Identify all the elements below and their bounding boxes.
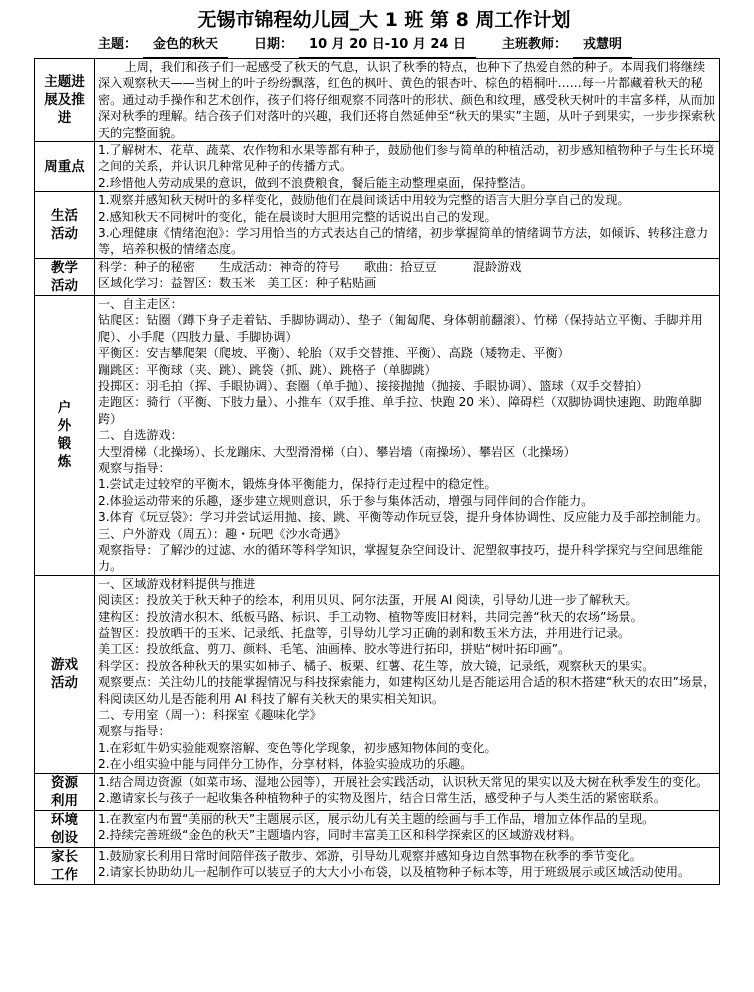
row-label-line: 教学 [51, 259, 78, 276]
content-line: 2.邀请家长与孩子一起收集各种植物种子的实物及图片，结合日常生活，感受种子与人类生活的紧密联系。 [98, 791, 666, 806]
row-label-line: 创设 [51, 829, 78, 846]
row-label [35, 59, 95, 142]
row-content [95, 575, 720, 773]
content-paragraph: 上周，我们和孩子们一起感受了秋天的气息，认识了秋季的特点，也种下了热爱自然的种子。本周我们将继续深入观察秋天——当树上的叶子纷纷飘落，红色的枫叶、黄色的银杏叶、棕色的梧桐叶……每一片都藏着秋天的秘密。通过动手操作和艺术创作，孩子们将仔细观察不同落叶的形状、颜色和纹理，感受秋天树叶的丰富多样，从而加深对秋季的理解。结合孩子们对落叶的兴趣，我们还将自然延伸至“秋天的果实”主题，从叶子到果实，一步步探索秋天的完整面貌。 [98, 60, 716, 140]
row-content [95, 847, 720, 884]
row-label-line: 外 [57, 418, 72, 435]
row-label-line: 工作 [51, 866, 78, 883]
content-line: 3.体育《玩豆袋》：学习并尝试运用抛、接、跳、平衡等动作玩豆袋，提升身体协调性、反应能力及手部控制能力。 [98, 510, 709, 525]
plan-row-weekly-focus [35, 142, 720, 192]
row-label-line: 生活 [51, 208, 78, 225]
row-content [95, 295, 720, 575]
page-title: 无锡市锦程幼儿园_大 1 班 第 8 周工作计划 [197, 9, 571, 31]
content-line: 区域化学习：益智区：数玉米 美工区：种子粘贴画 [98, 276, 377, 291]
row-content [95, 810, 720, 847]
row-label-line: 资源 [51, 774, 78, 791]
theme-label: 主题： [98, 37, 138, 52]
content-line: 一、区域游戏材料提供与推进 [98, 576, 256, 591]
content-line: 1.尝试走过较窄的平衡木，锻炼身体平衡能力，保持行走过程中的稳定性。 [98, 477, 497, 492]
content-line: 观察与指导： [98, 460, 171, 475]
row-label [35, 295, 95, 575]
content-line: 1.在教室内布置“美丽的秋天”主题展示区，展示幼儿有关主题的绘画与手工作品，增加立体作品的呈现。 [98, 811, 655, 826]
row-label-line: 锻 [57, 436, 72, 453]
content-line: 3.心理健康《情绪泡泡》：学习用恰当的方式表达自己的情绪，初步掌握简单的情绪调节方法，如倾诉、转移注意力等，培养积极的情绪态度。 [98, 226, 709, 257]
content-line: 1.了解树木、花草、蔬菜、农作物和水果等都有种子，鼓励他们参与简单的种植活动，初步感知植物种子与生长环境之间的关系，并认识几种常见种子的传播方式。 [98, 143, 715, 174]
content-line: 投掷区：羽毛拍（挥、手眼协调）、套圈（单手抛）、接接抛抛（抛接、手眼协调）、篮球（双手交替拍） [98, 378, 649, 393]
plan-meta [34, 34, 754, 58]
row-label [35, 258, 95, 295]
content-line: 阅读区：投放关于秋天种子的绘本，利用贝贝、阿尔法蛋，开展 AI 阅读，引导幼儿进一步了解秋天。 [98, 593, 638, 608]
row-label-line: 活动 [51, 675, 78, 692]
row-label [35, 575, 95, 773]
row-label [35, 773, 95, 810]
content-line: 观察指导：了解沙的过滤、水的循环等科学知识，掌握复杂空间设计、泥塑叙事技巧，提升科学探究与空间思维能力。 [98, 542, 703, 574]
content-line: 科学区：投放各种秋天的果实如柿子、橘子、板栗、红薯、花生等，放大镜，记录纸，观察秋天的果实。 [98, 658, 655, 673]
plan-row-game-activities [35, 575, 720, 773]
row-label-line: 活动 [51, 226, 78, 243]
content-line: 蹦跳区：平衡球（夹、跳）、跳袋（抓、跳）、跳格子（单脚跳） [98, 362, 437, 377]
content-line: 二、专用室（周一）：科探室《趣味化学》 [98, 708, 322, 723]
content-line: 走跑区：骑行（平衡、下肢力量）、小推车（双手推、单手拉、快跑 20 米）、障碍栏（双脚协调快速跑、助跑单脚跨） [98, 395, 702, 426]
content-line: 美工区：投放纸盒、剪刀、颜料、毛笔、油画棒、胶水等进行拓印，拼贴“树叶拓印画”。 [98, 642, 571, 657]
row-content [95, 192, 720, 259]
plan-table [34, 58, 720, 885]
row-label-line: 利用 [51, 792, 78, 809]
content-line: 平衡区：安吉攀爬架（爬坡、平衡）、轮胎（双手交替推、平衡）、高跷（矮物走、平衡） [98, 346, 570, 361]
content-line: 建构区：投放清水积木、纸板马路、标识、手工动物、植物等废旧材料，共同完善“秋天的农场”场景。 [98, 609, 643, 624]
content-line: 2.持续完善班级“金色的秋天”主题墙内容，同时丰富美工区和科学探索区的区域游戏材料。 [98, 828, 582, 843]
row-label [35, 192, 95, 259]
content-line: 2.请家长协助幼儿一起制作可以装豆子的大大小小布袋，以及植物种子标本等，用于班级展示或区域活动使用。 [98, 865, 691, 880]
plan-row-resources [35, 773, 720, 810]
row-label-line: 户 [57, 400, 72, 417]
content-line: 1.鼓励家长利用日常时间陪伴孩子散步、郊游，引导幼儿观察并感知身边自然事物在秋季的季节变化。 [98, 848, 642, 863]
row-content [95, 142, 720, 192]
plan-row-daily-life [35, 192, 720, 259]
content-line: 科学：种子的秘密 生成活动：神奇的符号 歌曲：拾豆豆 混龄游戏 [98, 259, 522, 274]
row-label-line: 周重点 [44, 158, 85, 175]
row-label-line: 进 [57, 110, 72, 127]
plan-row-theme-progress [35, 59, 720, 142]
content-line: 观察要点：关注幼儿的技能掌握情况与科技探索能力，如建构区幼儿是否能运用合适的积木搭建“秋天的农田”场景，科阅读区幼儿是否能利用 AI 科技了解有关秋天的果实相关知识。 [98, 675, 716, 706]
content-line: 1.在彩虹牛奶实验能观察溶解、变色等化学现象，初步感知物体间的变化。 [98, 740, 497, 755]
row-label-line: 展及推 [44, 92, 85, 109]
plan-row-parent-work [35, 847, 720, 884]
date-label: 日期： [254, 37, 294, 52]
row-content [95, 258, 720, 295]
row-content [95, 773, 720, 810]
theme-value: 金色的秋天 [143, 34, 228, 58]
content-line: 2.珍惜他人劳动成果的意识，做到不浪费粮食，餐后能主动整理桌面，保持整洁。 [98, 175, 533, 190]
content-line: 益智区：投放晒干的玉米、记录纸、托盘等，引导幼儿学习正确的剥和数玉米方法，并用进行记录。 [98, 626, 631, 640]
row-label-line: 家长 [51, 848, 78, 865]
content-line: 二、自选游戏： [98, 428, 183, 443]
content-line: 一、自主走区： [98, 296, 183, 311]
teacher-value: 戎慧明 [573, 34, 632, 58]
content-line: 钻爬区：钻圈（蹲下身子走着钻、手脚协调动）、垫子（匍匐爬、身体朝前翻滚）、竹梯（保持站立平衡、手脚并用爬）、小手爬（四肢力量、手脚协调） [98, 313, 703, 344]
plan-row-outdoor-exercise [35, 295, 720, 575]
content-line: 2.体验运动带来的乐趣，逐步建立规则意识，乐于参与集体活动，增强与同伴间的合作能力。 [98, 493, 594, 508]
content-line: 大型滑梯（北操场）、长龙蹦床、大型滑滑梯（白）、攀岩墙（南操场）、攀岩区（北操场） [98, 444, 576, 459]
content-line: 2.在小组实验中能与同伴分工协作，分享材料，体验实验成功的乐趣。 [98, 757, 473, 772]
row-label [35, 810, 95, 847]
row-label [35, 142, 95, 192]
row-label-line: 活动 [51, 277, 78, 294]
content-line: 1.观察并感知秋天树叶的多样变化，鼓励他们在晨间谈话中用较为完整的语言大胆分享自己的发现。 [98, 193, 630, 208]
row-label-line: 炼 [57, 454, 72, 471]
content-line: 观察与指导： [98, 724, 171, 739]
teacher-label: 主班教师： [501, 37, 567, 52]
plan-row-teaching [35, 258, 720, 295]
date-value: 10 月 20 日-10 月 24 日 [299, 34, 476, 58]
row-label-line: 主题进 [44, 74, 85, 91]
row-label [35, 847, 95, 884]
plan-row-environment [35, 810, 720, 847]
row-label-line: 环境 [51, 811, 78, 828]
content-line: 2.感知秋天不同树叶的变化，能在晨谈时大胆用完整的话说出自己的发现。 [98, 209, 497, 224]
row-content [95, 59, 720, 142]
row-label-line: 游戏 [51, 657, 78, 674]
content-line: 三、户外游戏（周五）：趣・玩吧《沙水奇遇》 [98, 526, 346, 541]
content-line: 1.结合周边资源（如菜市场、湿地公园等），开展社会实践活动，认识秋天常见的果实以及大树在秋季发生的变化。 [98, 774, 709, 789]
